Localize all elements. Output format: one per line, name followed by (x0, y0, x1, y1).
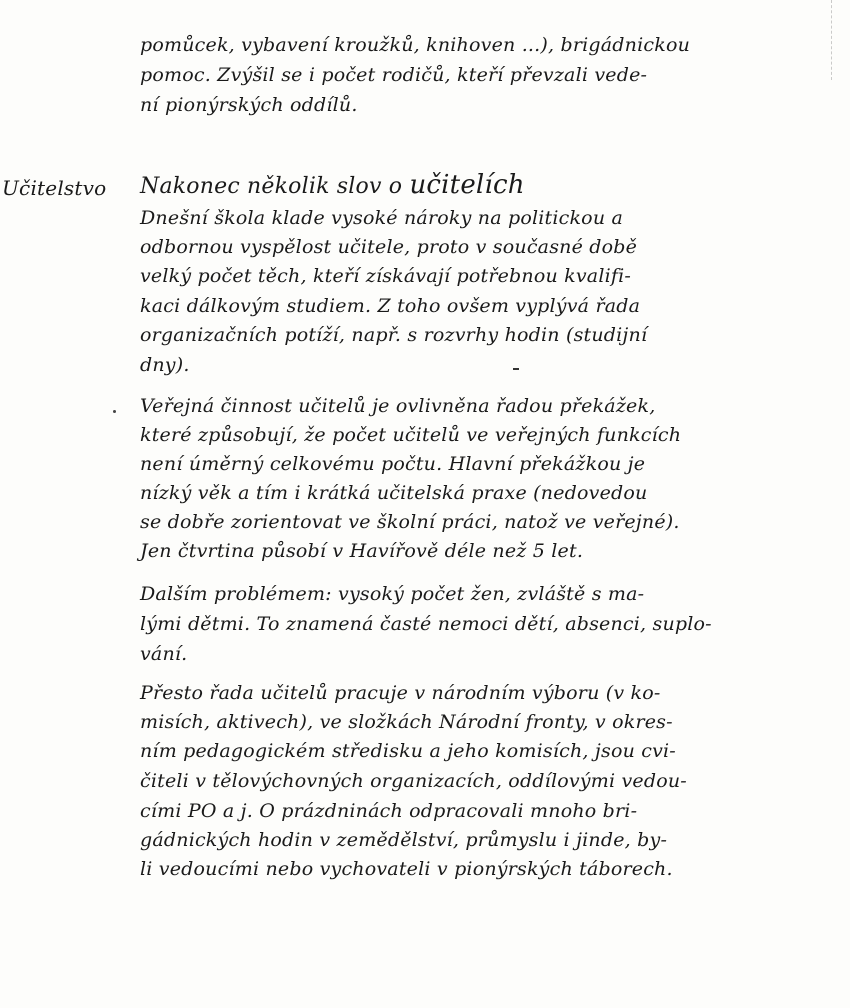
section-heading (140, 170, 525, 200)
text-line: Jen čtvrtina působí v Havířově déle než 5 let. (140, 540, 584, 562)
text-line: Dalším problémem: vysoký počet žen, zvláště s ma- (140, 583, 645, 605)
pen-mark (513, 368, 519, 370)
scan-edge-marks (831, 0, 834, 80)
text-line: není úměrný celkovému počtu. Hlavní překážkou je (140, 453, 646, 475)
text-line: ní pionýrských oddílů. (140, 94, 358, 116)
text-line: li vedoucími nebo vychovateli v pionýrských táborech. (140, 858, 673, 880)
text-line: lými dětmi. To znamená časté nemoci dětí, absenci, suplo- (140, 613, 712, 635)
text-line: odbornou vyspělost učitele, proto v současné době (140, 236, 638, 258)
text-line: pomůcek, vybavení kroužků, knihoven ...), brigádnickou (140, 34, 691, 56)
heading-text: Nakonec několik slov o (140, 174, 410, 199)
text-line: gádnických hodin v zemědělství, průmyslu i jinde, by- (140, 829, 668, 851)
text-line: Dnešní škola klade vysoké nároky na politickou a (140, 207, 624, 229)
text-line: velký počet těch, kteří získávají potřebnou kvalifi- (140, 265, 632, 287)
text-line: pomoc. Zvýšil se i počet rodičů, kteří převzali vede- (140, 64, 648, 86)
text-line: Přesto řada učitelů pracuje v národním výboru (v ko- (140, 682, 661, 704)
text-line: Veřejná činnost učitelů je ovlivněna řadou překážek, (140, 395, 656, 417)
text-line: ním pedagogickém středisku a jeho komisích, jsou cvi- (140, 740, 676, 762)
margin-dot (113, 410, 116, 413)
text-line: vání. (140, 643, 188, 665)
text-line: cími PO a j. O prázdninách odpracovali mnoho bri- (140, 800, 638, 822)
text-line: organizačních potíží, např. s rozvrhy hodin (studijní (140, 324, 648, 346)
text-line: čiteli v tělovýchovných organizacích, oddílovými vedou- (140, 770, 687, 792)
text-line: kaci dálkovým studiem. Z toho ovšem vyplývá řada (140, 295, 641, 317)
text-line: se dobře zorientovat ve školní práci, natož ve veřejné). (140, 511, 680, 533)
text-line: nízký věk a tím i krátká učitelská praxe (nedovedou (140, 482, 648, 504)
heading-accent: učitelích (409, 170, 525, 200)
text-line: misích, aktivech), ve složkách Národní fronty, v okres- (140, 711, 673, 733)
text-line: které způsobují, že počet učitelů ve veřejných funkcích (140, 424, 682, 446)
text-line: dny). (140, 354, 190, 376)
margin-note: Učitelstvo (2, 176, 107, 200)
